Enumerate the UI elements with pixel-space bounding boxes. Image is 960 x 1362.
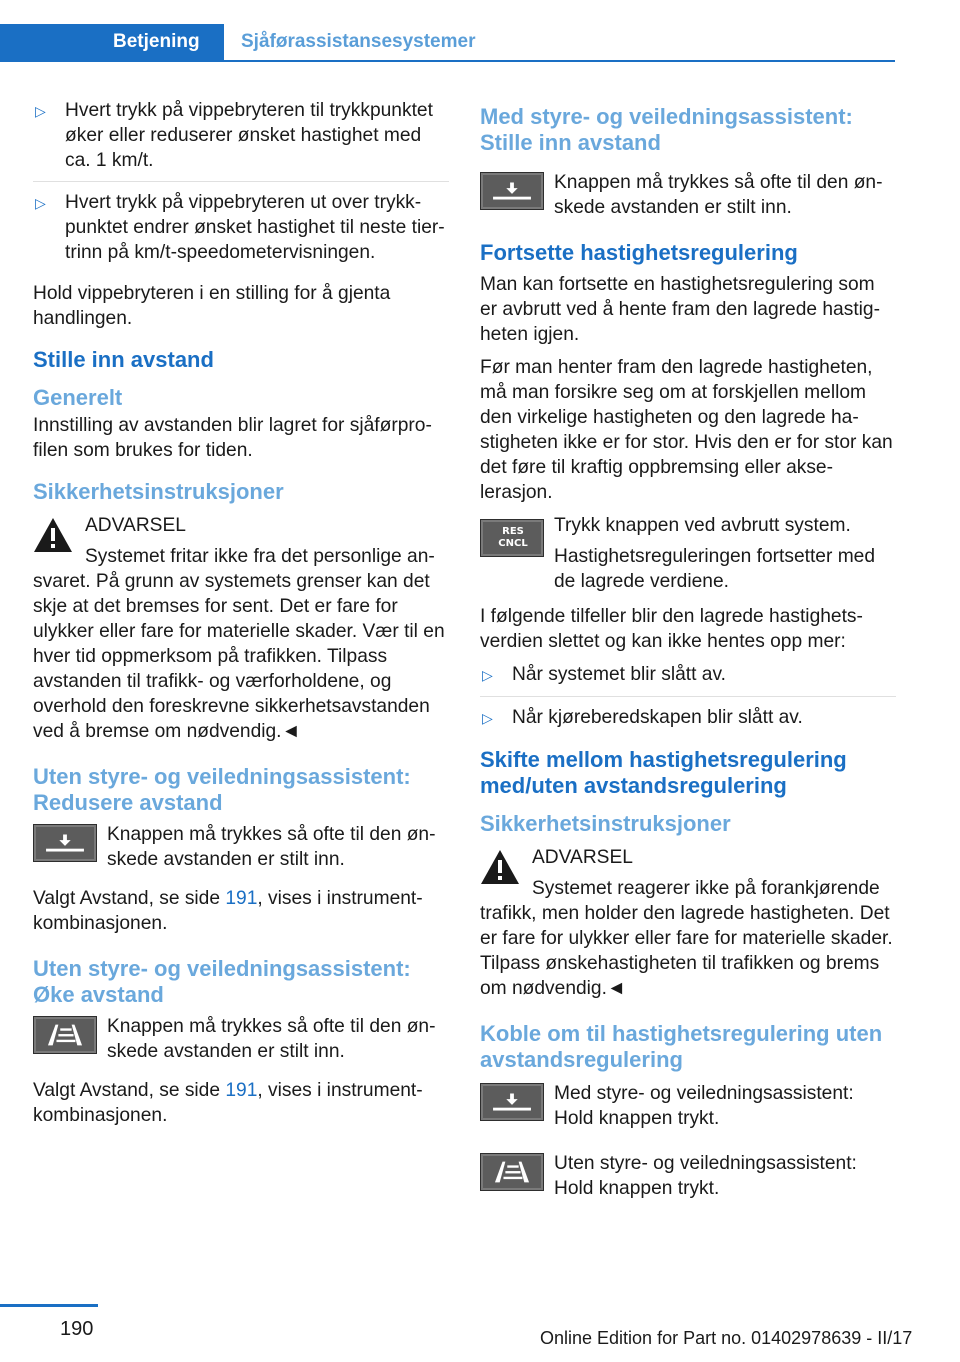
warning-triangle-icon [33, 517, 73, 553]
distance-increase-button-icon [480, 1153, 544, 1191]
bullet-arrow-icon: ▷ [482, 667, 493, 683]
bullet-arrow-icon: ▷ [35, 195, 46, 211]
warning-title: ADVARSEL [85, 515, 186, 536]
increase-text: Knappen må trykkes så ofte til den ønskede avstanden er stilt inn. [107, 1016, 436, 1062]
bullet-arrow-icon: ▷ [482, 710, 493, 726]
resume-paragraph: Før man henter fram den lagrede hastigheten, må man forsikre seg om at forskjellen mellom den virkelige hastigheten og den lagrede hastigheten ikke er for stor. Hvis den er for stor kan det føre til kraftig oppbremsing eller akselerasjon. [480, 357, 893, 503]
warning-text: Systemet fritar ikke fra det personlige ansvaret. På grunn av systemets grenser kan det skje at det bremses for sent. Det er fare for ulykker eller fare for materielle skader. Vær til en hver tid oppmerksom på trafikken. Tilpass avstanden til trafikk- og værforholdene, og overhold den foreskrevne sikkerhetsavstanden ved å bremse om nødvendig.◄ [33, 546, 445, 742]
list-item: ▷ Når systemet blir slått av. [480, 662, 896, 697]
page-number: 190 [60, 1318, 94, 1340]
resume-heading: Fortsette hastighetsregulering [480, 240, 798, 265]
left-column [33, 98, 449, 1136]
distance-decrease-button-icon [480, 172, 544, 210]
resume-paragraph: Man kan fortsette en hastighetsregulering som er avbrutt ved å hente fram den lagrede hastigheten igjen. [480, 274, 880, 345]
warning-title: ADVARSEL [532, 847, 633, 868]
increase-heading: Uten styre- og veiledningsassistent: Øke avstand [33, 956, 411, 1007]
footer-rule [0, 1304, 98, 1307]
increase-row [33, 1014, 449, 1064]
selected-distance-text: Valgt Avstand, se side 191, vises i instrumentkombinasjonen. [33, 1080, 423, 1126]
res-row [480, 513, 896, 594]
section-tab: Betjening [0, 24, 224, 60]
general-heading: Generelt [33, 385, 123, 410]
warning-block [33, 513, 449, 744]
page-link[interactable]: 191 [225, 888, 258, 909]
safety-heading: Sikkerhetsinstruksjoner [480, 811, 731, 836]
with-assist-hold-row [480, 1081, 896, 1131]
bullet-arrow-icon: ▷ [35, 103, 46, 119]
reduce-heading: Uten styre- og veiledningsassistent: Redusere avstand [33, 764, 411, 815]
without-assist-hold-row [480, 1151, 896, 1201]
warning-triangle-icon [480, 849, 520, 885]
warning-block [480, 845, 896, 1001]
subsection-tab: Sjåførassistansesystemer [241, 31, 476, 52]
page-header [0, 24, 895, 62]
with-assist-hold-text: Med styre- og veiledningsassistent: Hold knappen trykt. [554, 1083, 854, 1129]
deleted-intro: I følgende tilfeller blir den lagrede hastighetsverdien slettet og kan ikke hentes opp mer: [480, 606, 863, 652]
distance-increase-button-icon [33, 1016, 97, 1054]
distance-decrease-button-icon [480, 1083, 544, 1121]
page-link[interactable]: 191 [225, 1080, 258, 1101]
list-item: ▷ Når kjøreberedskapen blir slått av. [480, 705, 896, 739]
warning-text: Systemet reagerer ikke på forankjørende trafikk, men holder den lagrede hastigheten. Det er fare for ulykker eller fare for materielle skader. Tilpass ønskehastigheten til trafikken og brems om nødvendig.◄ [480, 878, 893, 999]
distance-heading: Stille inn avstand [33, 347, 214, 372]
right-column [480, 98, 896, 1215]
list-item: ▷ Hvert trykk på vippebryteren ut over trykkpunktet endrer ønsket hastighet til neste tier-trinn på km/t-speedometervisningen. [35, 192, 445, 263]
with-assist-heading: Med styre- og veiledningsassistent: Stille inn avstand [480, 104, 853, 155]
edition-text: Online Edition for Part no. 01402978639 - II/17 [540, 1328, 913, 1348]
list-item: ▷ Hvert trykk på vippebryteren til trykkpunktet øker eller reduserer ønsket hastighet med ca. 1 km/t. [33, 98, 449, 182]
safety-heading: Sikkerhetsinstruksjoner [33, 479, 284, 504]
general-text: Innstilling av avstanden blir lagret for sjåførprofilen som brukes for tiden. [33, 415, 432, 461]
distance-decrease-button-icon [33, 824, 97, 862]
switch-heading: Skifte mellom hastighetsregulering med/uten avstandsregulering [480, 747, 847, 798]
selected-distance-text: Valgt Avstand, se side 191, vises i instrumentkombinasjonen. [33, 888, 423, 934]
header-rule [0, 60, 895, 62]
without-assist-hold-text: Uten styre- og veiledningsassistent: Hold knappen trykt. [554, 1153, 857, 1199]
with-assist-row [480, 170, 896, 220]
switch-off-heading: Koble om til hastighetsregulering uten avstandsregulering [480, 1021, 883, 1072]
hold-text: Hold vippebryteren i en stilling for å gjenta handlingen. [33, 283, 391, 329]
res-cncl-button-icon: RES CNCL [480, 519, 544, 557]
reduce-text: Knappen må trykkes så ofte til den ønskede avstanden er stilt inn. [107, 824, 436, 870]
res-text-2: Hastighetsreguleringen fortsetter med de lagrede verdiene. [554, 546, 876, 592]
reduce-row [33, 822, 449, 872]
with-assist-text: Knappen må trykkes så ofte til den ønskede avstanden er stilt inn. [554, 172, 883, 218]
res-text: Trykk knappen ved avbrutt system. [554, 515, 851, 536]
